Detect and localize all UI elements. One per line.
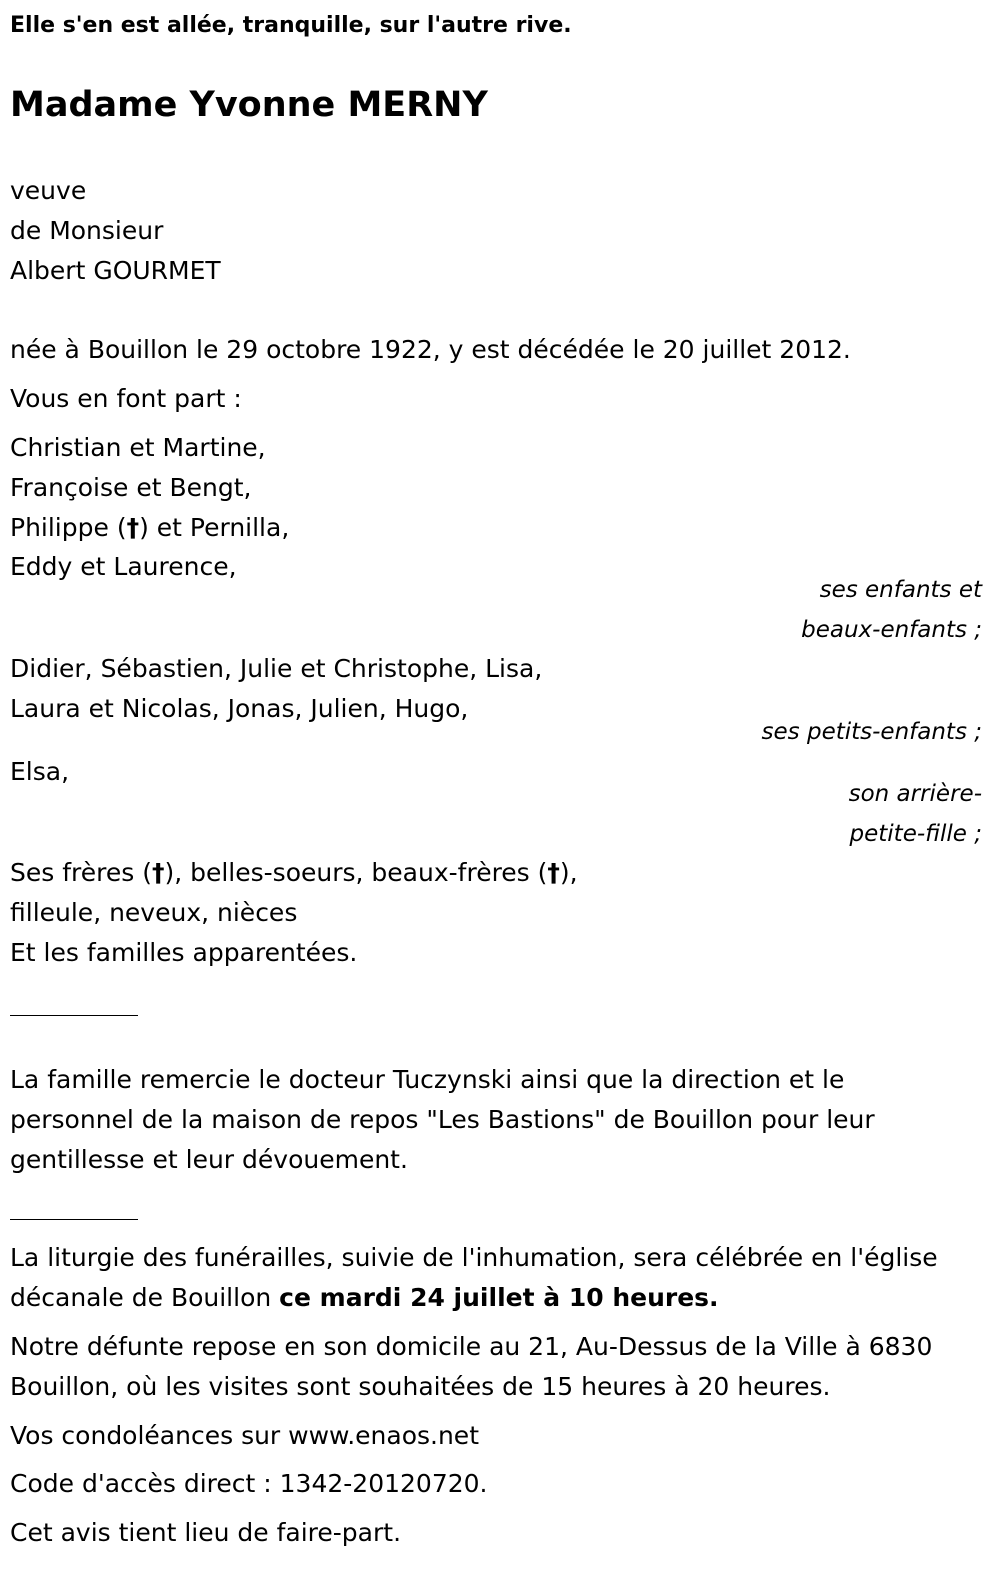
great-grandchild-relation-line-1: son arrière- [848,781,982,807]
child-line-4: Eddy et Laurence, [10,552,237,581]
cross-symbol: † [547,858,560,887]
others-line-1-a: Ses frères ( [10,858,152,887]
great-grandchild-name: Elsa, [10,757,70,786]
funeral-line-2-text: décanale de Bouillon [10,1283,280,1312]
others-line-2: filleule, neveux, nièces [10,898,298,927]
funeral-line-1: La liturgie des funérailles, suivie de l'inhumation, sera célébrée en l'église [10,1243,938,1272]
access-code-line: Code d'accès direct : 1342-20120720. [10,1469,488,1498]
child-line-3 [10,508,289,548]
separator-line [10,1219,138,1220]
birth-death-line: née à Bouillon le 29 octobre 1922, y est décédée le 20 juillet 2012. [10,335,851,364]
spouse-line-3: Albert GOURMET [10,256,221,285]
child-line-1: Christian et Martine, [10,433,266,462]
separator-line [10,1015,138,1016]
thanks-line-2: personnel de la maison de repos "Les Bastions" de Bouillon pour leur [10,1105,875,1134]
others-line-1-c: ), [559,858,578,887]
funeral-date-time: ce mardi 24 juillet à 10 heures. [279,1283,719,1312]
spouse-line-1: veuve [10,176,87,205]
cross-symbol: † [151,858,165,887]
closing-line: Cet avis tient lieu de faire-part. [10,1518,402,1547]
deceased-name: Madame Yvonne MERNY [10,85,488,125]
others-line-3: Et les familles apparentées. [10,938,358,967]
spouse-line-2: de Monsieur [10,216,164,245]
announcers-intro: Vous en font part : [10,384,242,413]
funeral-line-2 [10,1278,719,1318]
cross-symbol: † [126,513,140,542]
thanks-line-3: gentillesse et leur dévouement. [10,1145,408,1174]
condolences-line: Vos condoléances sur www.enaos.net [10,1421,479,1450]
grandchildren-line-1: Didier, Sébastien, Julie et Christophe, Lisa, [10,654,543,683]
others-line-1-b: ), belles-soeurs, beaux-frères ( [164,858,548,887]
child-line-3-partner: ) et Pernilla, [139,513,290,542]
thanks-line-1: La famille remercie le docteur Tuczynski ainsi que la direction et le [10,1065,845,1094]
children-relation-line-2: beaux-enfants ; [801,617,982,643]
great-grandchild-relation-line-2: petite-fille ; [849,821,982,847]
child-line-2: Françoise et Bengt, [10,473,252,502]
child-line-3-name: Philippe ( [10,513,127,542]
others-line-1 [10,853,578,893]
children-relation-line-1: ses enfants et [819,577,982,603]
motto: Elle s'en est allée, tranquille, sur l'autre rive. [10,13,572,38]
visitation-line-1: Notre défunte repose en son domicile au 21, Au-Dessus de la Ville à 6830 [10,1332,933,1361]
grandchildren-line-2: Laura et Nicolas, Jonas, Julien, Hugo, [10,694,469,723]
visitation-line-2: Bouillon, où les visites sont souhaitées de 15 heures à 20 heures. [10,1372,831,1401]
grandchildren-relation: ses petits-enfants ; [761,719,982,745]
